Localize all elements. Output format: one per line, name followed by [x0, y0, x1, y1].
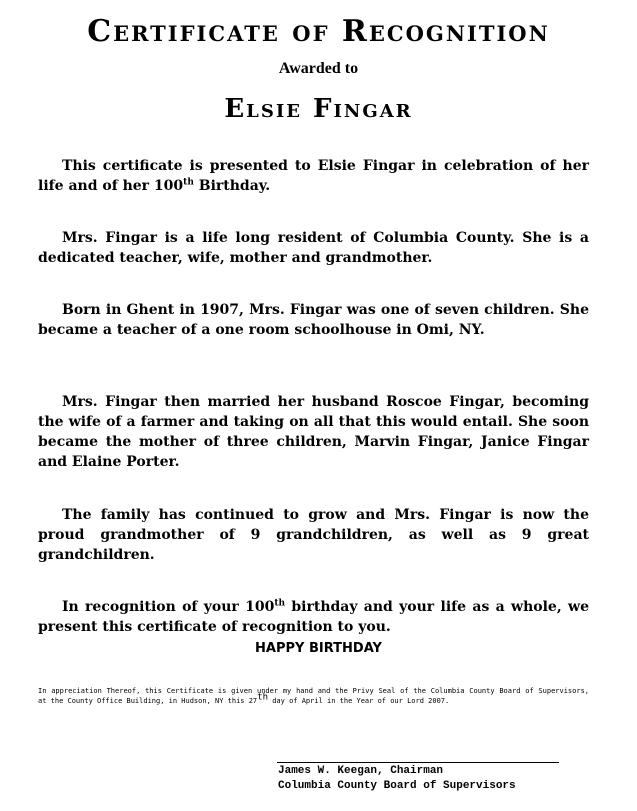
paragraph-recognition-text-a: In recognition of your 100: [62, 599, 275, 615]
paragraph-recognition-text-b: birthday and your life as a whole, we present this certificate of recognition to you.: [38, 599, 589, 635]
signature-line: [277, 762, 559, 763]
ordinal-suffix: th: [274, 598, 286, 609]
ordinal-suffix: th: [257, 692, 268, 703]
signatory-name: James W. Keegan, Chairman: [278, 765, 444, 777]
paragraph-presentation-text-b: Birthday.: [193, 178, 271, 194]
paragraph-presentation: [38, 156, 589, 196]
paragraph-resident: Mrs. Fingar is a life long resident of Columbia County. She is a dedicated teacher, wife, mother and grandmother.: [38, 230, 589, 266]
paragraph-family: The family has continued to grow and Mrs. Fingar is now the proud grandmother of 9 grandchildren, as well as 9 great grandchildren.: [38, 507, 589, 563]
appreciation-statement: [38, 686, 589, 706]
signatory-organization: Columbia County Board of Supervisors: [278, 780, 516, 792]
certificate-title: Certificate of Recognition: [87, 14, 550, 49]
awarded-to-label: Awarded to: [278, 60, 359, 77]
happy-birthday-heading: HAPPY BIRTHDAY: [255, 641, 382, 656]
paragraph-birth: Born in Ghent in 1907, Mrs. Fingar was one of seven children. She became a teacher of a one room schoolhouse in Omi, NY.: [38, 302, 589, 338]
paragraph-presentation-text-a: This certificate is presented to Elsie Fingar in celebration of her life and of her 100: [38, 158, 589, 194]
paragraph-recognition: [38, 597, 589, 637]
appreciation-text-b: day of April in the Year of our Lord 2007.: [268, 697, 450, 705]
paragraph-marriage: Mrs. Fingar then married her husband Roscoe Fingar, becoming the wife of a farmer and taking on all that this would entail. She soon became the mother of three children, Marvin Fingar, Janice Fingar and Elaine Porter.: [38, 394, 589, 470]
recipient-name: Elsie Fingar: [224, 94, 413, 124]
ordinal-suffix: th: [183, 177, 194, 188]
appreciation-text-a: In appreciation Thereof, this Certificate is given under my hand and the Privy Seal of the Columbia County Board of Supervisors, at the County Office Building, in Hudson, NY this 27: [38, 687, 589, 705]
